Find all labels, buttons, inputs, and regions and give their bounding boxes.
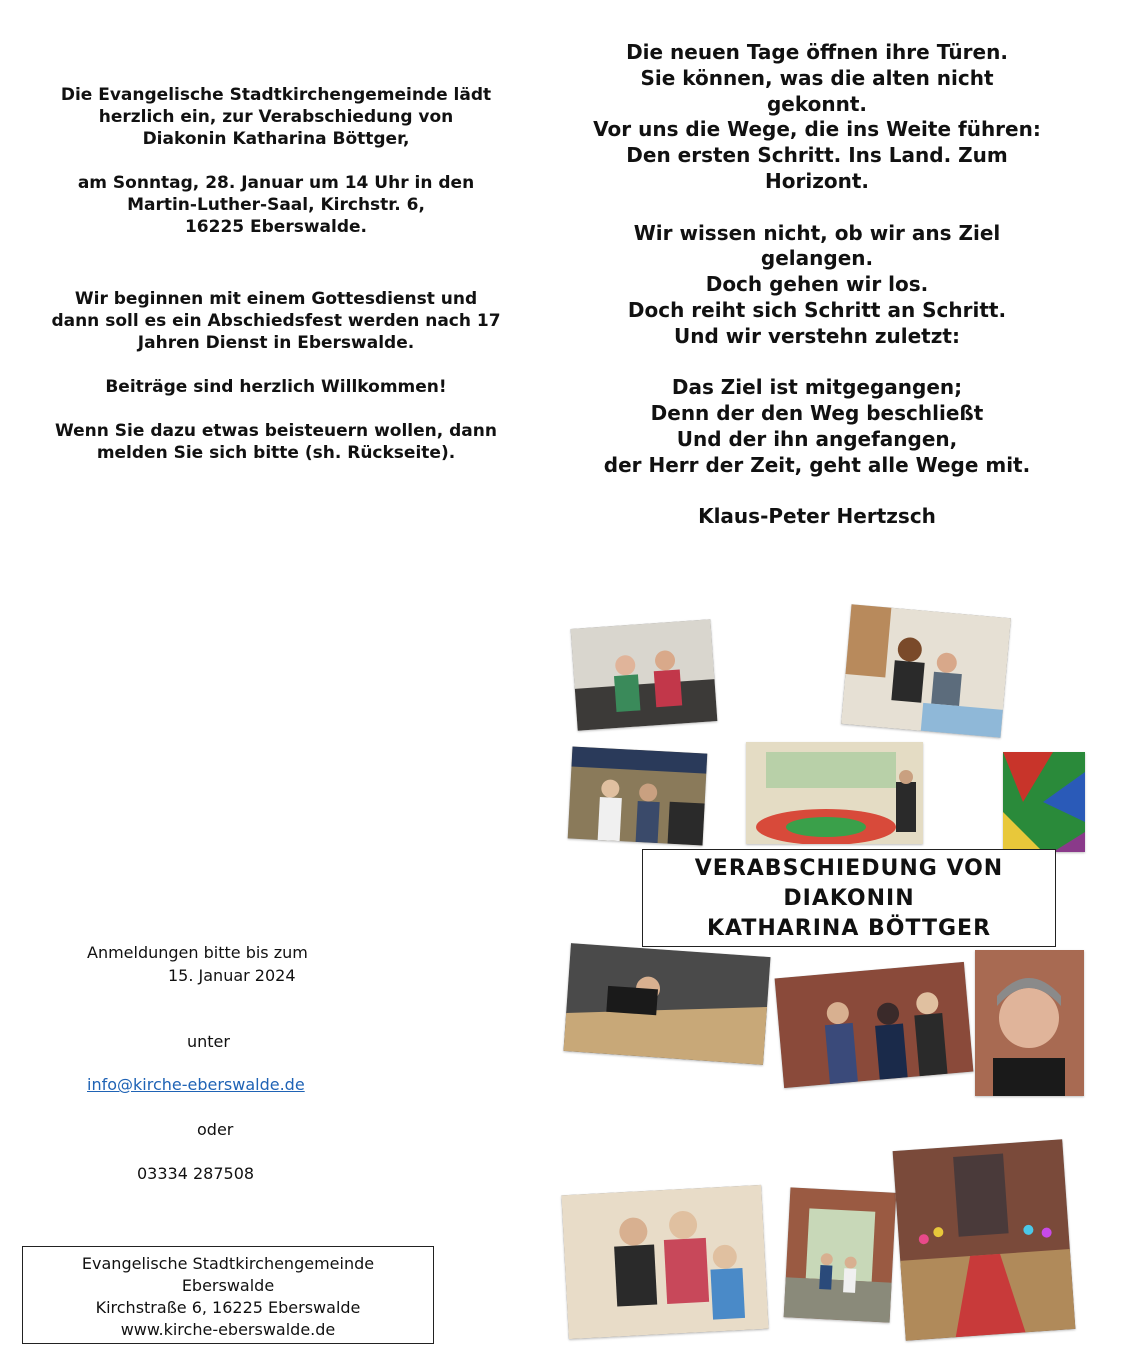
- title-box: [642, 849, 1056, 947]
- title-line-1: VERABSCHIEDUNG VON: [694, 856, 1004, 881]
- title-line-2: DIAKONIN: [783, 886, 915, 911]
- address-line-1: Evangelische Stadtkirchengemeinde: [81, 1254, 375, 1273]
- photo-ruins-stage: [784, 1187, 897, 1322]
- invitation-contributions: Beiträge sind herzlich Willkommen!: [105, 377, 447, 397]
- photo-woman-kneeling: [563, 943, 770, 1065]
- address-line-2: Eberswalde: [181, 1276, 275, 1295]
- photo-stained-glass: [1003, 752, 1085, 852]
- poem-stanza-3: Das Ziel ist mitgegangen; Denn der den Weg beschließt Und der ihn angefangen, der Herr der Zeit, geht alle Wege mit.: [603, 375, 1031, 477]
- poem-author: Klaus-Peter Hertzsch: [698, 504, 936, 529]
- invitation-program: Wir beginnen mit einem Gottesdienst und dann soll es ein Abschiedsfest werden nach 17 Jahren Dienst in Eberswalde.: [51, 289, 501, 353]
- registration-via-label: unter: [187, 1032, 230, 1051]
- poem-stanza-1: Die neuen Tage öffnen ihre Türen. Sie können, was die alten nicht gekonnt. Vor uns die Wege, die ins Weite führen: Den ersten Schritt. Ins Land. Zum Horizont.: [593, 40, 1041, 193]
- invitation-date-place: am Sonntag, 28. Januar um 14 Uhr in den Martin-Luther-Saal, Kirchstr. 6, 16225 Eberswalde.: [77, 173, 475, 237]
- photo-blessing: [775, 962, 974, 1088]
- photo-children-hall: [746, 742, 923, 844]
- invitation-text: [30, 84, 522, 486]
- address-box: [22, 1246, 434, 1344]
- address-website: www.kirche-eberswalde.de: [120, 1320, 336, 1339]
- photo-gift-table: [841, 604, 1011, 737]
- invitation-intro: Die Evangelische Stadtkirchengemeinde lädt herzlich ein, zur Verabschiedung von Diakonin Katharina Böttger,: [60, 85, 492, 149]
- photo-church-interior: [893, 1139, 1076, 1340]
- title-line-3: KATHARINA BÖTTGER: [706, 916, 992, 941]
- email-link[interactable]: info@kirche-eberswalde.de: [87, 1075, 305, 1094]
- photo-portrait: [975, 950, 1084, 1096]
- photo-two-women-seated: [571, 619, 718, 731]
- address-line-3: Kirchstraße 6, 16225 Eberswalde: [95, 1298, 361, 1317]
- photo-outdoor-group: [568, 747, 708, 846]
- poem: [572, 40, 1062, 556]
- invitation-contact-note: Wenn Sie dazu etwas beisteuern wollen, dann melden Sie sich bitte (sh. Rückseite).: [55, 421, 497, 463]
- registration-or-label: oder: [197, 1120, 234, 1139]
- photo-man-with-microphone: [561, 1185, 768, 1339]
- poem-stanza-2: Wir wissen nicht, ob wir ans Ziel gelangen. Doch gehen wir los. Doch reiht sich Schritt an Schritt. Und wir verstehn zuletzt:: [627, 220, 1007, 348]
- registration-deadline-label: Anmeldungen bitte bis zum: [87, 943, 308, 962]
- phone-number: 03334 287508: [137, 1164, 255, 1183]
- registration-deadline-date: 15. Januar 2024: [168, 966, 296, 985]
